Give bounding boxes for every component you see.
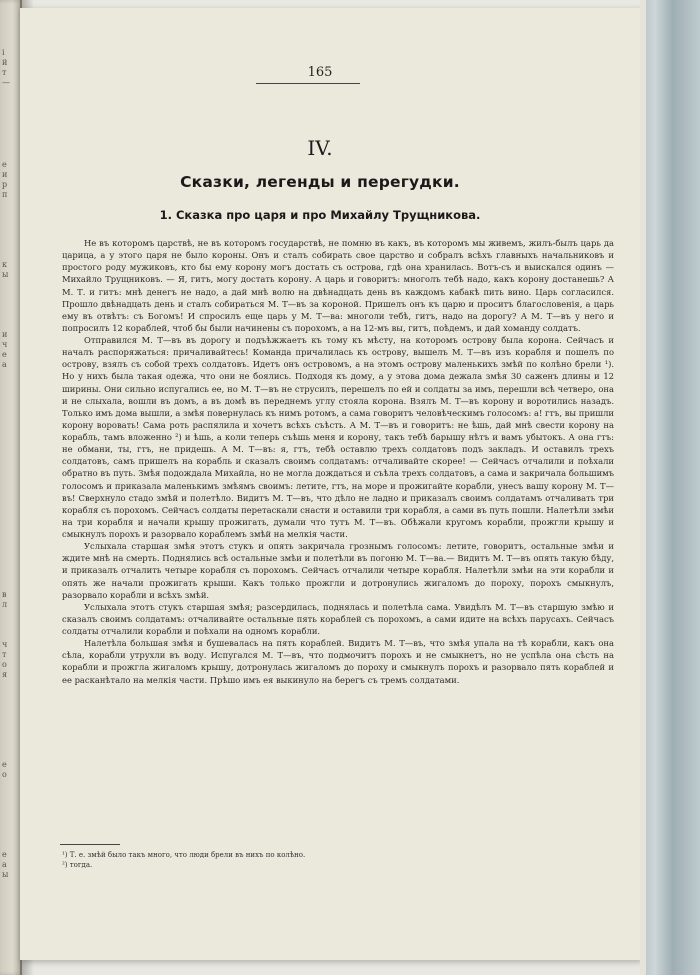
footnote: ¹) Т. е. змѣй было такъ много, что люди брели въ нихъ по колѣно. <box>62 851 306 859</box>
left-margin-fragment: в л <box>2 590 8 609</box>
left-margin-fragment: е а ы <box>2 850 9 879</box>
section-title: Сказки, легенды и перегудки. <box>180 173 460 191</box>
left-margin-fragment: ч т о я <box>2 640 8 679</box>
page-number: 165 <box>307 65 333 80</box>
left-margin-fragment: е и р п <box>2 160 8 199</box>
header-rule <box>256 83 360 84</box>
body-text <box>62 237 614 686</box>
left-margin-fragment: к ы <box>2 260 9 279</box>
footnote: ²) тогда. <box>62 860 93 869</box>
tale-title: 1. Сказка про царя и про Михайлу Трущникова. <box>159 208 481 222</box>
left-margin-fragment: и ч е а <box>2 330 8 369</box>
book-page <box>20 8 640 960</box>
paragraph: Не въ которомъ царствѣ, не въ которомъ государствѣ, не помню въ какъ, въ которомъ мы живемъ, жилъ-былъ царь да царица, а у этого царя не было короны. Онъ и сталъ собирать свое царство и собралъ всѣхъ главныхъ начальниковъ и простого роду мужиковъ, кто бы ему корону могъ достать съ острова, гдѣ она хранилась. Вотъ-съ и выискался одинъ — Михайло Трущниковъ. — Я, гитъ, могу достать корону. А царь и говоритъ: многолъ тебѣ надо, какъ корону достанешь? А М. Т. и гитъ: мнѣ денегъ не надо, а дай мнѣ волю на двѣнадцать день въ каждомъ кабакѣ пить вино. Царь согласился. Прошло двѣнадцать день и сталъ собираться М. Т—въ за короной. Пришелъ онъ къ царю и проситъ благословенія, а царь ему въ отвѣтъ: съ Богомъ! И спросилъ еще царь у М. Т—ва: многоли тебѣ, гитъ, надо на дорогу? А М. Т—въ у него и попросилъ 12 кораблей, чтоб бы были начинены съ порохомъ, а на 12-мъ вы, гитъ, поѣдемъ, и дай хоманду солдатъ. <box>62 238 614 333</box>
paragraph: Отправился М. Т—въ въ дорогу и подъѣжжаетъ къ тому къ мѣсту, на которомъ острову была корона. Сейчасъ и началъ распоряжаться: причаливайтесь! Команда причалилась къ острову, вышелъ М. Т—въ изъ корабля и пошелъ по острову, взялъ съ собой трехъ солдатовъ. Идетъ онъ островомъ, а на этомъ острову маленькихъ змѣй по колѣно брели ¹). Но у нихъ была такая одежа, что они не боялись. Подходя къ дому, а у этова дома дежала змѣя 30 саженъ длины и 12 ширины. Они сильно испугались ее, но М. Т—въ не струсилъ, перешелъ по ей и солдаты за имъ, перешли всѣ четверо, она и не слыхала, вошли въ домъ, а въ домѣ въ переднемъ углу стояла корона. Взялъ М. Т—въ корону и воротились назадъ. Только имъ дома вышли, а змѣя повернулась къ нимъ ротомъ, а сама говоритъ человѣческимъ голосомъ: а! гтъ, вы пришли корону воровать! Сама роть распялила и хочетъ всѣхъ съѣсть. А М. Т—въ и говоритъ: не ѣшь, дай мнѣ свести корону на корабль, тамъ вложенно ²) и ѣшь, а коли теперь съѣшь меня и корону, такъ тебѣ барышу нѣтъ и вамъ убытокъ. А она гтъ: не обмани, ты, гтъ, не придешь. А М. Т—въ: я, гтъ, тебѣ оставлю трехъ солдатовъ подъ закладъ. И оставилъ трехъ солдатовъ, самъ пришелъ на корабль и сказалъ своимъ солдатамъ: отчаливайте скорее! — Сейчасъ отчалили и поѣхали обратно въ путь. Змѣя подождала Михайла, но не могла дождаться и съѣла трехъ солдатовъ, а сама и закричала большимъ голосомъ и приказала маленькимъ змѣямъ своимъ: летите, гтъ, на море и прожигайте корабли, унесъ вашу корону М. Т—въ! Сверхнуло стадо змѣй и полетѣло. Видитъ М. Т—въ, что дѣло не ладно и приказалъ своимъ солдатамъ отчаливать три корабля съ порохомъ. Сейчасъ солдаты перетаскали снасти и оставили три корабля, а сами въ путь пошли. Налетѣли змѣи на три корабля и начали крышу прожигать, думали что тутъ М. Т—въ. Обѣжали кругомъ корабли, прожгли крышу и смыкнулъ порохъ и разорвало кораблемъ змѣй на мелкія части. <box>62 335 614 539</box>
paragraph: Услыхала старшая змѣя этотъ стукъ и опять закричала грознымъ голосомъ: летите, говоритъ, остальные змѣи и ждите мнѣ на смерть. Поднялись всѣ остальные змѣи и полетѣли въ погоню М. Т—ва.— Видитъ М. Т—въ опять такую бѣду, и приказалъ отчалить четыре корабля съ порохомъ. Сейчасъ отчалили четыре корабля. Налетѣли змѣи на эти корабли и опять же начали прожигать крыши. Какъ только прожгли и дотронулись жигаломъ до пороху, порохъ смыкнулъ, разорвало корабли и всѣхъ змѣй. <box>62 541 614 600</box>
left-margin-fragment: i й т — <box>2 48 10 87</box>
footnote-rule <box>60 844 120 845</box>
left-margin-fragment: е о <box>2 760 7 779</box>
book-cover-edge <box>640 0 700 975</box>
footnotes <box>62 851 614 870</box>
left-page-edge <box>0 0 22 975</box>
paragraph: Услыхала этотъ стукъ старшая змѣя; разсердилась, поднялась и полетѣла сама. Увидѣлъ М. Т—въ старшую змѣю и сказалъ своимъ солдатамъ: отчаливайте остальные пять кораблей съ порохомъ, а сами идите на всѣхъ парусахъ. Сейчасъ солдаты отчалили корабли и поѣхали на одномъ корабли. <box>62 601 614 636</box>
paragraph: Налетѣла большая змѣя и бушевалась на пять кораблей. Видитъ М. Т—въ, что змѣя упала на тѣ корабли, какъ она сѣла, корабли утрухли въ воду. Испугался М. Т—въ, что подмочитъ порохъ и не смыкнетъ, но не успѣла она сѣсть на корабли и прожгла жигаломъ крышу, дотронулась жигаломъ до пороху и смыкнулъ порохъ и разорвало пять кораблей и ее расканѣтало на мелкія части. Прѣшо имъ ея выкинуло на берегъ съ тремъ солдатами. <box>62 638 614 685</box>
part-number: IV. <box>307 136 333 160</box>
